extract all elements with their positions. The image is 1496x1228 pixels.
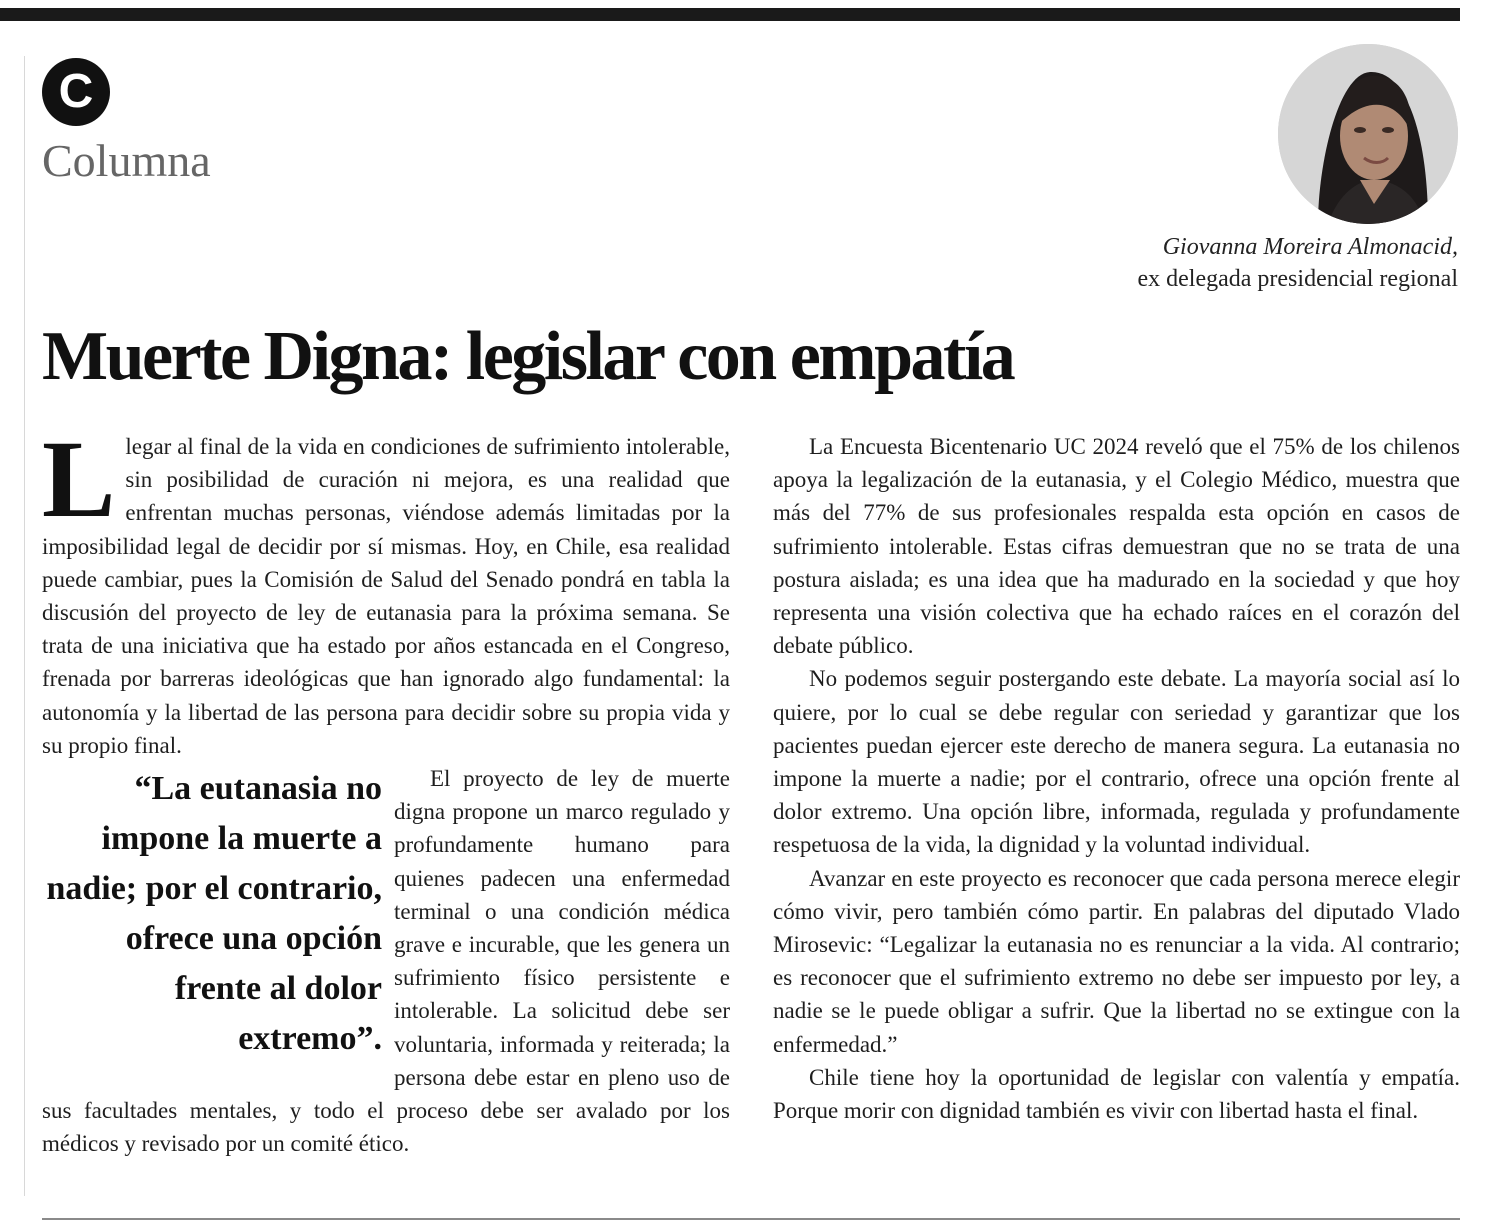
section-label: Columna [42, 135, 211, 186]
section-badge: C [42, 58, 110, 126]
top-rule [0, 8, 1460, 21]
pull-quote: “La eutanasia no impone la muerte a nadie; por el contrario, ofrece una opción frente al dolor extremo”. [46, 770, 382, 1058]
left-margin-rule [24, 56, 25, 1196]
article-column-right [773, 430, 1460, 1127]
article-paragraph [42, 418, 730, 762]
article-paragraph: El proyecto de ley de muerte digna propone un marco regulado y profundamente humano para quienes padecen una enfermedad terminal o una condición médica grave e incurable, que les genera un sufrimiento físico persistente e intolerable. La solicitud debe ser voluntaria, informada y reiterada; la persona debe estar en pleno uso de sus facultades mentales, y todo el proceso debe ser avalado por los médicos y revisado por un comité ético. [42, 766, 730, 1157]
author-name: Giovanna Moreira Almonacid, [1162, 234, 1458, 260]
author-role: ex delegada presidencial regional [1137, 266, 1458, 292]
dropcap: L [42, 418, 116, 540]
article-paragraph: La Encuesta Bicentenario UC 2024 reveló que el 75% de los chilenos apoya la legalización de la eutanasia, y el Colegio Médico, muestra que más del 77% de sus profesionales respalda esta opción en casos de sufrimiento intolerable. Estas cifras demuestran que no se trata de una postura aislada; es una idea que ha madurado en la sociedad y que hoy representa una visión colectiva que ha echado raíces en el corazón del debate público. [773, 434, 1460, 659]
paragraph-text: legar al final de la vida en condiciones de sufrimiento intolerable, sin posibilidad de curación ni mejora, es una realidad que enfrentan muchas personas, viéndose además limitadas por la imposibilidad legal de decidir por sí mismas. Hoy, en Chile, esa realidad puede cambiar, pues la Comisión de Salud del Senado pondrá en tabla la discusión del proyecto de ley de eutanasia para la próxima semana. Se trata de una iniciativa que ha estado por años estancada en el Congreso, frenada por barreras ideológicas que han ignorado algo fundamental: la autonomía y la libertad de las persona para decidir sobre su propia vida y su propio final. [42, 434, 730, 758]
article-paragraph: Avanzar en este proyecto es reconocer que cada persona merece elegir cómo vivir, pero también cómo partir. En palabras del diputado Vlado Mirosevic: “Legalizar la eutanasia no es renunciar a la vida. Al contrario; es reconocer que el sufrimiento extremo no debe ser impuesto por ley, a nadie se le puede obligar a sufrir. Que la libertad no se extingue con la enfermedad.” [773, 865, 1460, 1057]
article-paragraph: Chile tiene hoy la oportunidad de legislar con valentía y empatía. Porque morir con dignidad también es vivir con libertad hasta el final. [773, 1064, 1460, 1124]
bottom-rule [42, 1218, 1460, 1220]
author-photo [1278, 44, 1458, 224]
headline: Muerte Digna: legislar con empatía [42, 318, 1014, 395]
article-paragraph: No podemos seguir postergando este debate. La mayoría social así lo quiere, por lo cual se debe regular con seriedad y garantizar que los pacientes puedan ejercer este derecho de manera segura. La eutanasia no impone la muerte a nadie; por el contrario, ofrece una opción frente al dolor extremo. Una opción libre, informada, regulada y profundamente respetuosa de la vida, la dignidad y la voluntad individual. [773, 666, 1460, 858]
portrait-photo-icon [1278, 44, 1458, 224]
article-column-left [42, 418, 730, 1160]
